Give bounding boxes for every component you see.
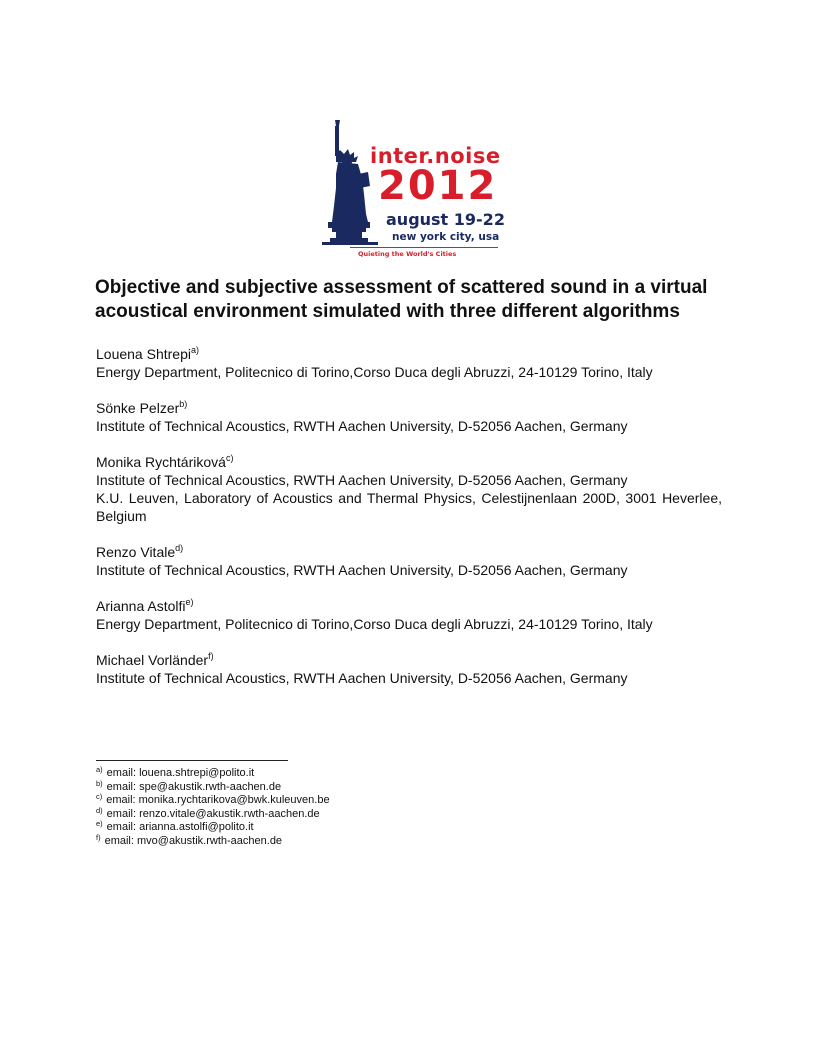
author-mark: b) [179, 399, 188, 409]
author-block [96, 543, 722, 579]
footnote-mark: a) [96, 765, 103, 774]
author-affiliation: Institute of Technical Acoustics, RWTH Aachen University, D-52056 Aachen, Germany [96, 670, 628, 686]
author-mark: a) [190, 345, 199, 355]
footnote [96, 832, 330, 849]
author-mark: f) [208, 651, 214, 661]
footnote-mark: d) [96, 805, 103, 815]
author-block [96, 399, 722, 435]
footnote-email: email: spe@akustik.rwth-aachen.de [106, 780, 282, 793]
footnote-mark: b) [96, 778, 103, 788]
footnote [96, 778, 330, 795]
footnote-email: email: mvo@akustik.rwth-aachen.de [104, 834, 283, 847]
author-affiliation: Energy Department, Politecnico di Torino,Corso Duca degli Abruzzi, 24-10129 Torino, Italy [96, 364, 653, 380]
footnote-email: email: renzo.vitale@akustik.rwth-aachen.de [106, 807, 320, 820]
logo-title: inter.noise [370, 144, 501, 168]
author-block [96, 345, 722, 381]
logo-tagline: Quieting the World's Cities [358, 250, 457, 258]
author-block [96, 651, 722, 687]
footnote [96, 767, 330, 781]
footnote-mark: c) [96, 792, 103, 801]
author-name: Sönke Pelzer$^{b)}$ [96, 399, 188, 416]
footnote-email: email: louena.shtrepi@polito.it [106, 767, 255, 779]
author-affiliation: Institute of Technical Acoustics, RWTH Aachen University, D-52056 Aachen, Germany [96, 562, 628, 578]
footnote-list [96, 767, 330, 848]
logo-dates: august 19-22 [386, 210, 505, 229]
conference-logo [318, 118, 505, 260]
footnote-email: email: arianna.astolfi@polito.it [106, 821, 254, 833]
author-affiliation: Institute of Technical Acoustics, RWTH Aachen University, D-52056 Aachen, Germany [96, 418, 628, 434]
footnote-mark: e) [96, 819, 103, 828]
author-list [96, 345, 722, 705]
author-block [96, 597, 722, 633]
logo-year: 2012 [378, 163, 498, 209]
author-name: Michael Vorländer$^{f)}$ [96, 651, 214, 668]
author-mark: d) [175, 543, 184, 553]
footnote [96, 805, 330, 822]
footnote [96, 821, 330, 835]
author-affiliation: K.U. Leuven, Laboratory of Acoustics and Thermal Physics, Celestijnenlaan 200D, 3001 Heverlee, Belgium [96, 490, 722, 524]
author-mark: c) [225, 453, 234, 463]
author-name: Louena Shtrepi$^{a)}$ [96, 345, 199, 362]
author-name: Renzo Vitale$^{d)}$ [96, 543, 184, 560]
footnote-divider [96, 760, 288, 761]
author-name: Monika Rychtáriková$^{c)}$ [96, 453, 234, 470]
author-block [96, 453, 722, 525]
footnote-mark: f) [96, 832, 101, 842]
logo-divider [350, 247, 498, 248]
author-affiliation: Institute of Technical Acoustics, RWTH Aachen University, D-52056 Aachen, Germany [96, 472, 628, 488]
paper-title: Objective and subjective assessment of scattered sound in a virtual acoustical environment simulated with three different algorithms [95, 277, 708, 322]
footnote [96, 794, 330, 808]
logo-city: new york city, usa [392, 231, 500, 243]
author-mark: e) [185, 597, 194, 607]
author-affiliation: Energy Department, Politecnico di Torino,Corso Duca degli Abruzzi, 24-10129 Torino, Italy [96, 616, 653, 632]
author-name: Arianna Astolfi$^{e)}$ [96, 597, 194, 614]
footnote-email: email: monika.rychtarikova@bwk.kuleuven.be [106, 794, 330, 806]
